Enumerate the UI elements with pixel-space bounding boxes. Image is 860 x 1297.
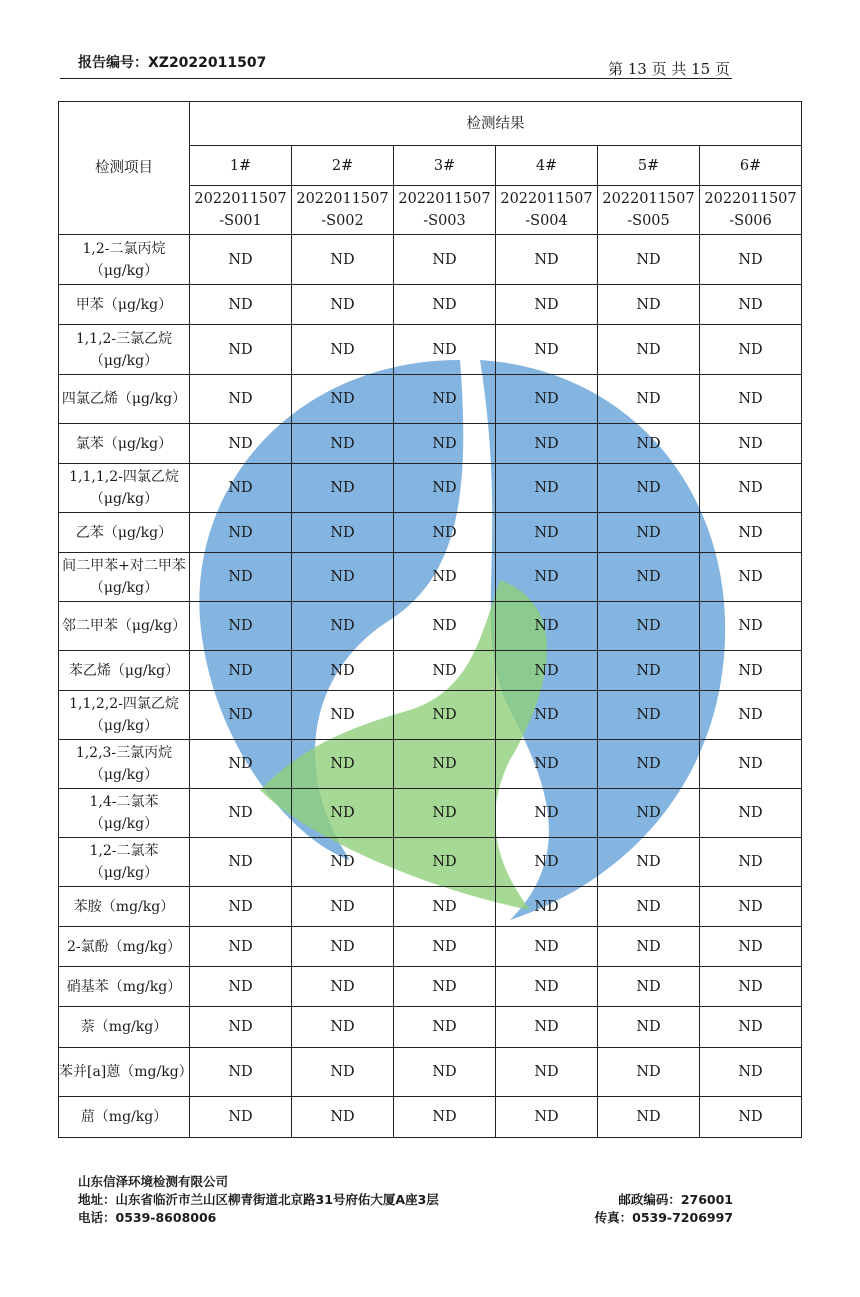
sample-code-line2: -S002 [321, 213, 364, 229]
result-cell: ND [394, 464, 496, 513]
result-cell: ND [496, 553, 598, 602]
header-results-group: 检测结果 [190, 102, 802, 146]
result-cell: ND [190, 789, 292, 838]
result-cell: ND [700, 1048, 802, 1097]
sample-code-line1: 2022011507 [500, 191, 593, 207]
sample-code-line1: 2022011507 [194, 191, 287, 207]
result-cell: ND [190, 740, 292, 789]
result-cell: ND [394, 553, 496, 602]
test-item: 氯苯（μg/kg） [59, 424, 190, 464]
result-cell: ND [496, 602, 598, 651]
result-cell: ND [496, 887, 598, 927]
footer [78, 1173, 733, 1227]
result-cell: ND [292, 285, 394, 325]
table-row [59, 740, 802, 789]
sample-code [700, 186, 802, 235]
sample-code-line1: 2022011507 [296, 191, 389, 207]
result-cell: ND [190, 285, 292, 325]
header-rule [60, 78, 732, 79]
result-cell: ND [190, 967, 292, 1007]
result-cell: ND [292, 553, 394, 602]
sample-code [496, 186, 598, 235]
sample-code-line2: -S005 [627, 213, 670, 229]
table-row [59, 602, 802, 651]
result-cell: ND [190, 927, 292, 967]
table-row [59, 1007, 802, 1048]
test-item: 2-氯酚（mg/kg） [59, 927, 190, 967]
table-row [59, 325, 802, 375]
phone: 电话：0539-8608006 [78, 1210, 217, 1225]
sample-number: 1# [190, 146, 292, 186]
result-cell: ND [598, 740, 700, 789]
test-item: 间二甲苯+对二甲苯（μg/kg） [59, 553, 190, 602]
result-cell: ND [292, 513, 394, 553]
result-cell: ND [496, 424, 598, 464]
result-cell: ND [394, 789, 496, 838]
test-item: 苯并[a]蒽（mg/kg） [59, 1048, 190, 1097]
result-cell: ND [394, 1097, 496, 1138]
table-row [59, 887, 802, 927]
test-item: 䓛（mg/kg） [59, 1097, 190, 1138]
result-cell: ND [394, 651, 496, 691]
result-cell: ND [394, 887, 496, 927]
test-item: 硝基苯（mg/kg） [59, 967, 190, 1007]
test-item: 萘（mg/kg） [59, 1007, 190, 1048]
result-cell: ND [394, 513, 496, 553]
result-cell: ND [700, 602, 802, 651]
sample-code [598, 186, 700, 235]
sample-code-line2: -S006 [729, 213, 772, 229]
result-cell: ND [190, 325, 292, 375]
table-row [59, 1048, 802, 1097]
result-cell: ND [700, 740, 802, 789]
sample-code-line1: 2022011507 [398, 191, 491, 207]
result-cell: ND [190, 651, 292, 691]
result-cell: ND [496, 1007, 598, 1048]
table-row [59, 285, 802, 325]
result-cell: ND [292, 235, 394, 285]
result-cell: ND [394, 927, 496, 967]
sample-number: 3# [394, 146, 496, 186]
result-cell: ND [190, 887, 292, 927]
result-cell: ND [598, 967, 700, 1007]
test-item: 苯乙烯（μg/kg） [59, 651, 190, 691]
table-row [59, 553, 802, 602]
result-cell: ND [700, 1007, 802, 1048]
result-cell: ND [292, 375, 394, 424]
result-cell: ND [496, 789, 598, 838]
result-cell: ND [496, 691, 598, 740]
result-cell: ND [292, 651, 394, 691]
result-cell: ND [700, 424, 802, 464]
table-row [59, 789, 802, 838]
fax: 传真：0539-7206997 [594, 1210, 733, 1225]
result-cell: ND [598, 513, 700, 553]
result-cell: ND [598, 1048, 700, 1097]
result-cell: ND [700, 927, 802, 967]
result-cell: ND [394, 1007, 496, 1048]
test-item: 1,1,1,2-四氯乙烷（μg/kg） [59, 464, 190, 513]
result-cell: ND [700, 235, 802, 285]
result-cell: ND [598, 887, 700, 927]
result-cell: ND [394, 375, 496, 424]
result-cell: ND [700, 887, 802, 927]
result-cell: ND [190, 1097, 292, 1138]
result-cell: ND [292, 887, 394, 927]
result-cell: ND [700, 651, 802, 691]
result-cell: ND [700, 553, 802, 602]
result-cell: ND [598, 375, 700, 424]
result-cell: ND [292, 325, 394, 375]
result-cell: ND [394, 602, 496, 651]
test-item: 甲苯（μg/kg） [59, 285, 190, 325]
result-cell: ND [598, 838, 700, 887]
result-cell: ND [190, 691, 292, 740]
result-cell: ND [598, 1007, 700, 1048]
result-cell: ND [292, 691, 394, 740]
result-cell: ND [496, 285, 598, 325]
result-cell: ND [394, 691, 496, 740]
result-cell: ND [394, 285, 496, 325]
result-cell: ND [700, 464, 802, 513]
test-item: 1,1,2,2-四氯乙烷（μg/kg） [59, 691, 190, 740]
result-cell: ND [598, 424, 700, 464]
report-number: 报告编号：XZ2022011507 [78, 55, 267, 71]
result-cell: ND [700, 838, 802, 887]
result-cell: ND [190, 1048, 292, 1097]
result-cell: ND [292, 1048, 394, 1097]
result-cell: ND [394, 325, 496, 375]
result-cell: ND [394, 235, 496, 285]
result-cell: ND [292, 464, 394, 513]
result-cell: ND [394, 424, 496, 464]
result-cell: ND [190, 424, 292, 464]
header-item-column: 检测项目 [59, 102, 190, 235]
test-item: 1,2-二氯丙烷（μg/kg） [59, 235, 190, 285]
result-cell: ND [496, 740, 598, 789]
result-cell: ND [496, 235, 598, 285]
test-item: 1,2,3-三氯丙烷（μg/kg） [59, 740, 190, 789]
result-cell: ND [496, 1048, 598, 1097]
result-cell: ND [496, 1097, 598, 1138]
test-item: 四氯乙烯（μg/kg） [59, 375, 190, 424]
result-cell: ND [598, 464, 700, 513]
sample-code [394, 186, 496, 235]
result-cell: ND [190, 838, 292, 887]
result-cell: ND [598, 1097, 700, 1138]
test-item: 1,2-二氯苯（μg/kg） [59, 838, 190, 887]
test-item: 苯胺（mg/kg） [59, 887, 190, 927]
table-row [59, 967, 802, 1007]
table-row [59, 691, 802, 740]
result-cell: ND [292, 1007, 394, 1048]
test-item: 邻二甲苯（μg/kg） [59, 602, 190, 651]
sample-code-line1: 2022011507 [602, 191, 695, 207]
result-cell: ND [190, 464, 292, 513]
table-row [59, 838, 802, 887]
table-row [59, 464, 802, 513]
result-cell: ND [496, 513, 598, 553]
table-row [59, 1097, 802, 1138]
result-cell: ND [292, 602, 394, 651]
result-cell: ND [292, 927, 394, 967]
table-row [59, 513, 802, 553]
result-cell: ND [292, 740, 394, 789]
result-cell: ND [496, 464, 598, 513]
result-cell: ND [700, 789, 802, 838]
result-cell: ND [190, 1007, 292, 1048]
result-cell: ND [598, 691, 700, 740]
result-cell: ND [292, 967, 394, 1007]
sample-code-line2: -S001 [219, 213, 262, 229]
result-cell: ND [598, 927, 700, 967]
sample-code-line2: -S004 [525, 213, 568, 229]
result-cell: ND [190, 235, 292, 285]
result-cell: ND [700, 691, 802, 740]
table-row [59, 927, 802, 967]
results-table [58, 101, 802, 1138]
result-cell: ND [394, 1048, 496, 1097]
result-cell: ND [700, 513, 802, 553]
postcode: 邮政编码：276001 [618, 1192, 733, 1207]
sample-code-line2: -S003 [423, 213, 466, 229]
sample-code-line1: 2022011507 [704, 191, 797, 207]
result-cell: ND [190, 602, 292, 651]
result-cell: ND [700, 285, 802, 325]
page-number: 第 13 页 共 15 页 [607, 60, 730, 78]
result-cell: ND [394, 967, 496, 1007]
result-cell: ND [598, 789, 700, 838]
result-cell: ND [496, 967, 598, 1007]
company-address: 地址：山东省临沂市兰山区柳青街道北京路31号府佑大厦A座3层 [78, 1192, 439, 1207]
result-cell: ND [292, 424, 394, 464]
result-cell: ND [496, 838, 598, 887]
result-cell: ND [496, 651, 598, 691]
result-cell: ND [190, 375, 292, 424]
result-cell: ND [700, 1097, 802, 1138]
result-cell: ND [598, 602, 700, 651]
sample-code [292, 186, 394, 235]
sample-code [190, 186, 292, 235]
result-cell: ND [496, 375, 598, 424]
test-item: 1,1,2-三氯乙烷（μg/kg） [59, 325, 190, 375]
result-cell: ND [700, 967, 802, 1007]
result-cell: ND [598, 235, 700, 285]
sample-number: 5# [598, 146, 700, 186]
result-cell: ND [292, 789, 394, 838]
table-row [59, 424, 802, 464]
test-item: 乙苯（μg/kg） [59, 513, 190, 553]
result-cell: ND [496, 325, 598, 375]
test-item: 1,4-二氯苯（μg/kg） [59, 789, 190, 838]
result-cell: ND [496, 927, 598, 967]
result-cell: ND [598, 285, 700, 325]
result-cell: ND [190, 513, 292, 553]
table-row [59, 375, 802, 424]
table-row [59, 235, 802, 285]
result-cell: ND [292, 838, 394, 887]
result-cell: ND [700, 325, 802, 375]
sample-number: 2# [292, 146, 394, 186]
result-cell: ND [190, 553, 292, 602]
sample-number: 4# [496, 146, 598, 186]
result-cell: ND [394, 740, 496, 789]
result-cell: ND [292, 1097, 394, 1138]
result-cell: ND [598, 553, 700, 602]
result-cell: ND [598, 325, 700, 375]
company-name: 山东信泽环境检测有限公司 [78, 1174, 229, 1189]
result-cell: ND [394, 838, 496, 887]
result-cell: ND [700, 375, 802, 424]
table-row [59, 651, 802, 691]
result-cell: ND [598, 651, 700, 691]
sample-number: 6# [700, 146, 802, 186]
